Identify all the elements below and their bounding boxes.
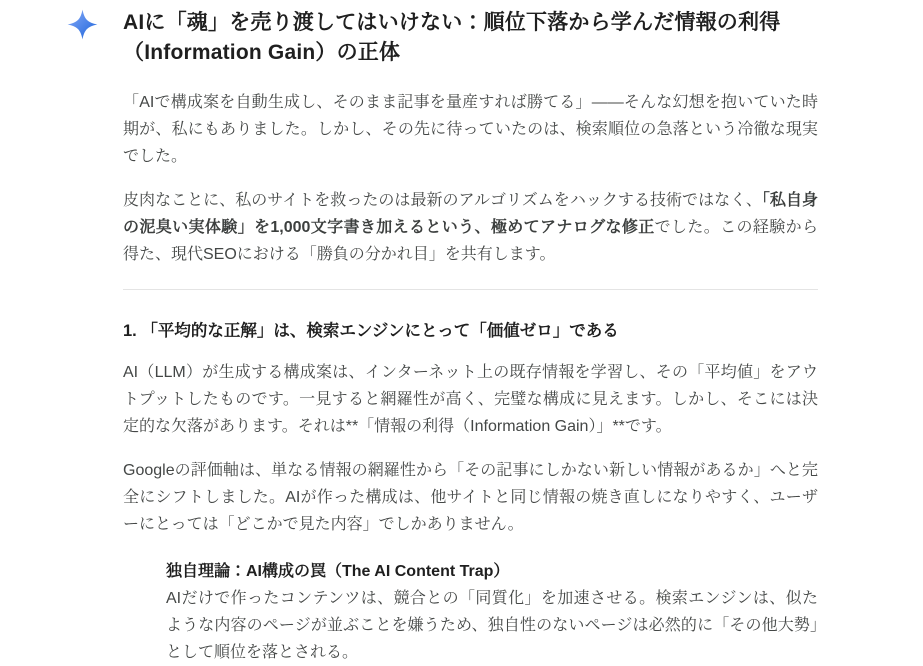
- response-content: [123, 8, 818, 666]
- section-paragraph-1: AI（LLM）が生成する構成案は、インターネット上の既存情報を学習し、その「平均値」をアウトプットしたものです。一見すると網羅性が高く、完璧な構成に見えます。しかし、そこには決定的な欠落があります。それは**「情報の利得（Information Gain）」**です。: [123, 364, 818, 435]
- blockquote-ai-content-trap: [166, 558, 818, 666]
- blockquote-heading: 独自理論：AI構成の罠（The AI Content Trap）: [166, 563, 510, 580]
- section-divider: [123, 289, 818, 290]
- intro-paragraph-2: 皮肉なことに、私のサイトを救ったのは最新のアルゴリズムをハックする技術ではなく、「私自身の泥臭い実体験」を1,000文字書き加えるという、極めてアナログな修正でした。この経験から得た、現代SEOにおける「勝負の分かれ目」を共有します。: [123, 192, 818, 263]
- section-paragraph-2: Googleの評価軸は、単なる情報の網羅性から「その記事にしかない新しい情報があるか」へと完全にシフトしました。AIが作った構成は、他サイトと同じ情報の焼き直しになりやすく、ユーザーにとっては「どこかで見た内容」でしかありません。: [123, 462, 818, 533]
- article-title: AIに「魂」を売り渡してはいけない：順位下落から学んだ情報の利得（Information Gain）の正体: [123, 11, 781, 64]
- blockquote-body: AIだけで作ったコンテンツは、競合との「同質化」を加速させる。検索エンジンは、似たような内容のページが並ぶことを嫌うため、独自性のないページは必然的に「その他大勢」として順位を落とされる。: [166, 590, 818, 661]
- gemini-sparkle-icon: [67, 9, 98, 40]
- section-heading: 1. 「平均的な正解」は、検索エンジンにとって「価値ゼロ」である: [123, 322, 619, 340]
- intro-paragraph-1: 「AIで構成案を自動生成し、そのまま記事を量産すれば勝てる」——そんな幻想を抱いていた時期が、私にもありました。しかし、その先に待っていたのは、検索順位の急落という冷徹な現実でした。: [123, 94, 818, 165]
